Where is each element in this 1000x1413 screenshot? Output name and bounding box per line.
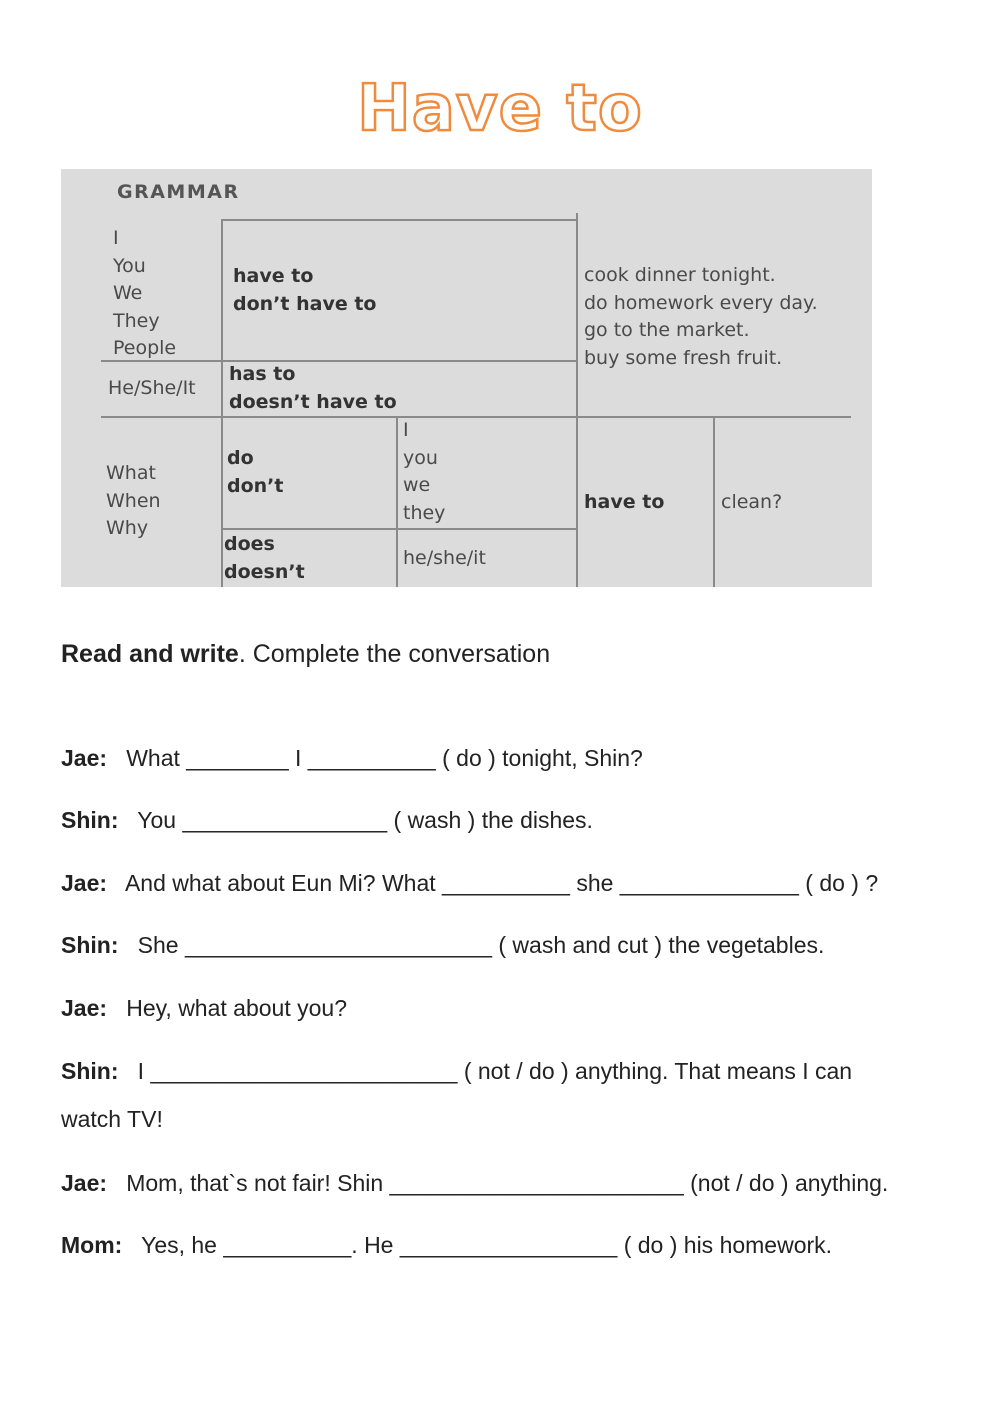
grammar-heading: GRAMMAR: [117, 181, 240, 203]
line-text: Hey, what about you?: [126, 995, 347, 1021]
subjects-plural: I You We They People: [113, 227, 177, 359]
question-end: clean?: [721, 491, 783, 513]
dialogue-line: [61, 1232, 832, 1259]
aux-plural: do don’t: [227, 447, 284, 497]
divider: [221, 219, 223, 587]
line-text: watch TV!: [61, 1106, 163, 1132]
line-text: Yes, he __________. He _________________ ( do ) his homework.: [141, 1232, 833, 1258]
line-text: Mom, that`s not fair! Shin _______________________ (not / do ) anything.: [126, 1170, 889, 1196]
question-words: What When Why: [106, 462, 161, 539]
line-text: And what about Eun Mi? What __________ she ______________ ( do ) ?: [124, 870, 879, 896]
question-verb: have to: [584, 491, 665, 513]
speaker: Jae:: [61, 1170, 108, 1196]
aux-singular: does doesn’t: [224, 533, 305, 583]
line-text: I ________________________ ( not / do ) anything. That means I can: [137, 1058, 853, 1084]
speaker: Shin:: [61, 807, 119, 833]
divider: [221, 528, 576, 530]
dialogue-line: [61, 1170, 888, 1197]
instruction: [61, 640, 550, 669]
dialogue-line: [61, 1058, 852, 1085]
grammar-table: [61, 169, 872, 587]
example-phrases: cook dinner tonight. do homework every day. go to the market. buy some fresh fruit.: [584, 264, 818, 369]
divider: [101, 416, 851, 418]
speaker: Shin:: [61, 1058, 119, 1084]
page-title: Have to: [357, 72, 643, 146]
instruction-bold: Read and write: [61, 640, 239, 668]
question-subject-singular: he/she/it: [403, 547, 486, 569]
divider: [221, 219, 576, 221]
instruction-rest: . Complete the conversation: [238, 640, 551, 668]
speaker: Jae:: [61, 745, 108, 771]
line-text: What ________ I __________ ( do ) tonight, Shin?: [126, 745, 643, 771]
speaker: Jae:: [61, 870, 108, 896]
forms-plural: have to don’t have to: [233, 265, 377, 315]
dialogue-line: [61, 1106, 163, 1133]
divider: [396, 416, 398, 587]
dialogue-line: [61, 995, 347, 1022]
forms-singular: has to doesn’t have to: [229, 363, 397, 413]
divider: [576, 213, 578, 587]
dialogue-line: [61, 807, 593, 834]
speaker: Shin:: [61, 932, 119, 958]
line-text: She ________________________ ( wash and cut ) the vegetables.: [137, 932, 825, 958]
line-text: You ________________ ( wash ) the dishes.: [137, 807, 593, 833]
divider: [101, 360, 576, 362]
dialogue-line: [61, 870, 878, 897]
divider: [713, 416, 715, 587]
speaker: Jae:: [61, 995, 108, 1021]
question-subjects-plural: I you we they: [403, 419, 446, 524]
subject-singular: He/She/It: [108, 377, 196, 399]
dialogue-line: [61, 932, 824, 959]
speaker: Mom:: [61, 1232, 123, 1258]
dialogue-line: [61, 745, 643, 772]
